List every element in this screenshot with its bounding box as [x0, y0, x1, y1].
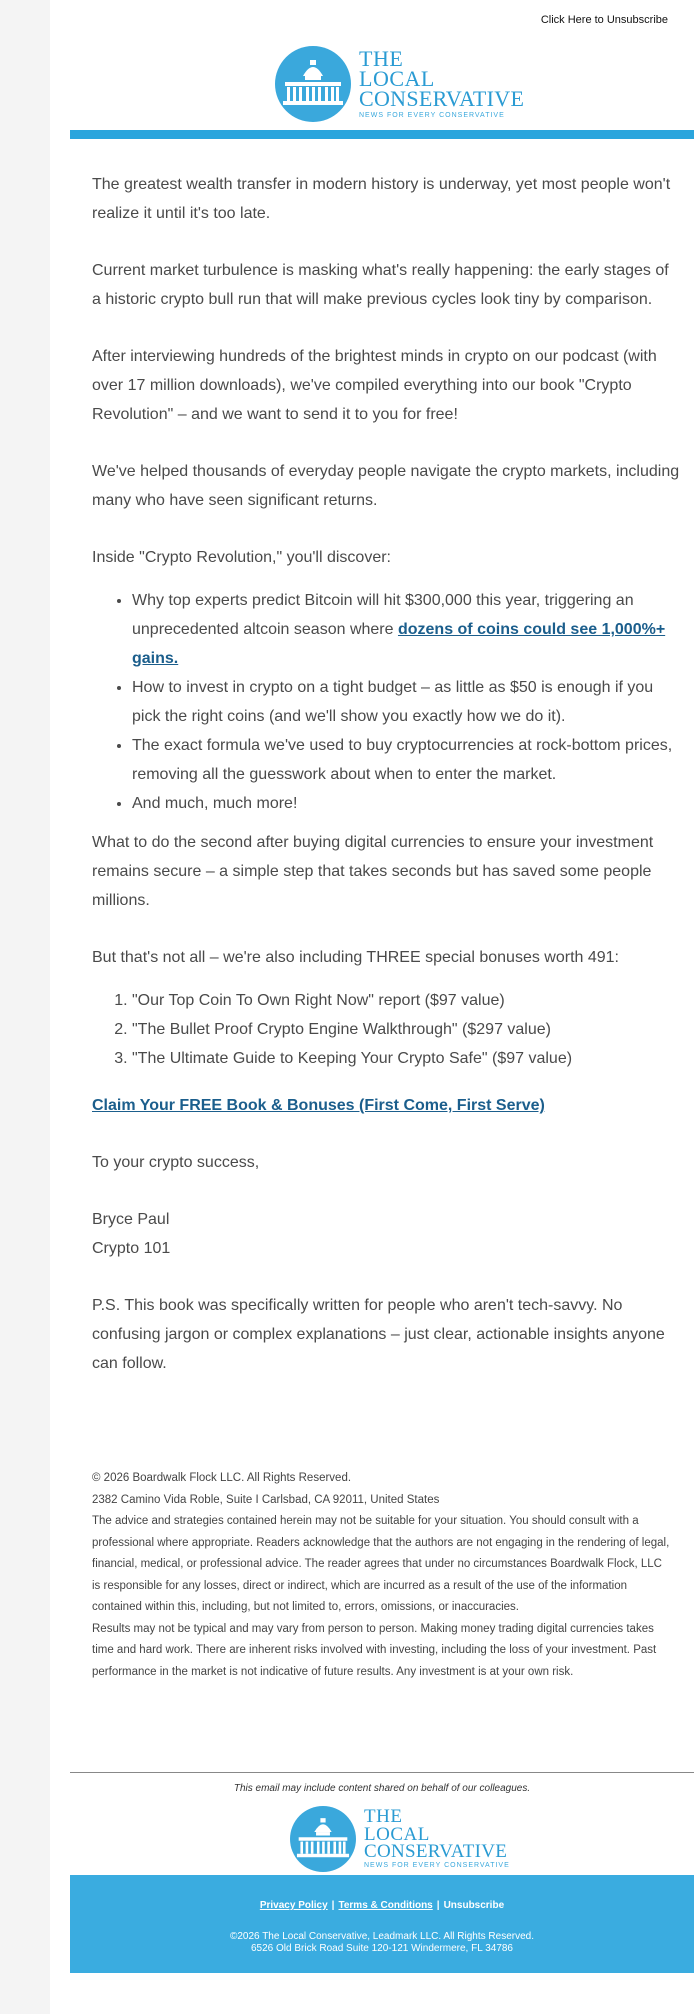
feature-item: [132, 586, 682, 673]
feature-item-text: Why top experts predict Bitcoin will hit $300,000 this year, triggering an unprecedented altcoin season where: [132, 592, 634, 638]
bonus-item: 1. "Our Top Coin To Own Right Now" report ($97 value): [132, 986, 682, 1015]
legal-disclaimer-2: Results may not be typical and may vary from person to person. Making money trading digital currencies takes time and hard work. There are inherent risks involved with investing, including the loss of your investment. Past performance in the market is not indicative of future results. Any investment is at your own risk.: [92, 1622, 657, 1678]
paragraph-helped: We've helped thousands of everyday people navigate the crypto markets, including many who have seen significant returns.: [92, 463, 680, 509]
privacy-policy-link[interactable]: Privacy Policy: [259, 1900, 328, 1911]
legal-copyright: © 2026 Boardwalk Flock LLC. All Rights Reserved.: [92, 1472, 352, 1484]
feature-item: • The exact formula we've used to buy cryptocurrencies at rock-bottom prices, removing all the guesswork about when to enter the market.: [132, 731, 682, 789]
bonus-list: [132, 986, 682, 1073]
email-body: [50, 0, 700, 2014]
left-gutter: [0, 0, 50, 2014]
feature-list: [132, 586, 682, 818]
brand-logo[interactable]: [275, 46, 524, 122]
paragraph-discover: Inside "Crypto Revolution," you'll discover:: [92, 549, 391, 566]
claim-book-cta-link[interactable]: Claim Your FREE Book & Bonuses (First Come, First Serve): [92, 1097, 545, 1114]
header-divider: [70, 130, 694, 139]
signoff: To your crypto success,: [92, 1154, 260, 1171]
postscript: P.S. This book was specifically written for people who aren't tech-savvy. No confusing jargon or complex explanations – just clear, actionable insights anyone can follow.: [92, 1297, 665, 1372]
brand-line-2: LOCAL: [359, 66, 435, 92]
paragraph-secure: What to do the second after buying digital currencies to ensure your investment remains secure – a simple step that takes seconds but has saved some people millions.: [92, 834, 654, 909]
footer-copyright: ©2026 The Local Conservative, Leadmark LLC. All Rights Reserved.: [229, 1931, 534, 1942]
legal-address: 2382 Camino Vida Roble, Suite I Carlsbad, CA 92011, United States: [92, 1493, 440, 1506]
sender-org: Crypto 101: [92, 1240, 171, 1257]
bonus-item: 2. "The Bullet Proof Crypto Engine Walkthrough" ($297 value): [132, 1015, 682, 1044]
feature-item: • And much, much more!: [132, 789, 682, 818]
brand-line-1: THE: [364, 1806, 403, 1828]
feature-item: • How to invest in crypto on a tight budget – as little as $50 is enough if you pick the right coins (and we'll show you exactly how we do it).: [132, 673, 682, 731]
brand-line-1: THE: [359, 45, 404, 71]
footer-links: [70, 1900, 694, 1911]
paragraph-bonuses: But that's not all – we're also including THREE special bonuses worth 491:: [92, 949, 619, 966]
capitol-building-icon: [275, 46, 351, 122]
terms-conditions-link[interactable]: Terms & Conditions: [338, 1900, 433, 1911]
footer-copyright-block: [70, 1931, 694, 1955]
sender-name: Bryce Paul: [92, 1211, 170, 1228]
email-content: [92, 170, 682, 1406]
footer-divider: [70, 1772, 694, 1773]
brand-line-3: CONSERVATIVE: [359, 86, 525, 112]
footer-address: 6526 Old Brick Road Suite 120-121 Windermere, FL 34786: [251, 1943, 513, 1954]
capitol-building-icon: [290, 1806, 356, 1872]
coins-gains-link[interactable]: dozens of coins could see 1,000%+ gains.: [132, 621, 666, 667]
paragraph-book: After interviewing hundreds of the brightest minds in crypto on our podcast (with over 17 million downloads), we've compiled everything into our book "Crypto Revolution" – and we want to send it to you for free!: [92, 348, 657, 423]
legal-disclaimer-1: The advice and strategies contained herein may not be suitable for your situation. You should consult with a professional where appropriate. Readers acknowledge that the authors are not engaging in the rendering of legal, financial, medical, or professional advice. The reader agrees that under no circumstances Boardwalk Flock, LLC is responsible for any losses, direct or indirect, which are incurred as a result of the use of the information contained within this, including, but not limited to, errors, omissions, or inaccuracies.: [92, 1515, 670, 1613]
bonus-item: 3. "The Ultimate Guide to Keeping Your Crypto Safe" ($97 value): [132, 1044, 682, 1073]
shared-content-note: This email may include content shared on behalf of our colleagues.: [233, 1783, 531, 1794]
brand-wordmark: [359, 45, 525, 119]
unsubscribe-link-footer[interactable]: Unsubscribe: [443, 1900, 505, 1911]
brand-line-3: CONSERVATIVE: [364, 1841, 508, 1863]
brand-tagline: NEWS FOR EVERY CONSERVATIVE: [359, 111, 505, 119]
footer-bar: [70, 1875, 694, 1973]
separator: |: [436, 1900, 440, 1911]
separator: |: [331, 1900, 335, 1911]
brand-tagline: NEWS FOR EVERY CONSERVATIVE: [364, 1862, 510, 1870]
paragraph-market: Current market turbulence is masking what's really happening: the early stages of a historic crypto bull run that will make previous cycles look tiny by comparison.: [92, 262, 669, 308]
paragraph-intro: The greatest wealth transfer in modern history is underway, yet most people won't realize it until it's too late.: [92, 176, 671, 222]
unsubscribe-link-top[interactable]: Click Here to Unsubscribe: [540, 14, 668, 26]
legal-disclaimer: [92, 1468, 672, 1683]
brand-line-2: LOCAL: [364, 1823, 430, 1845]
footer-brand-wordmark: [364, 1808, 510, 1870]
footer-brand-logo[interactable]: [290, 1806, 510, 1872]
